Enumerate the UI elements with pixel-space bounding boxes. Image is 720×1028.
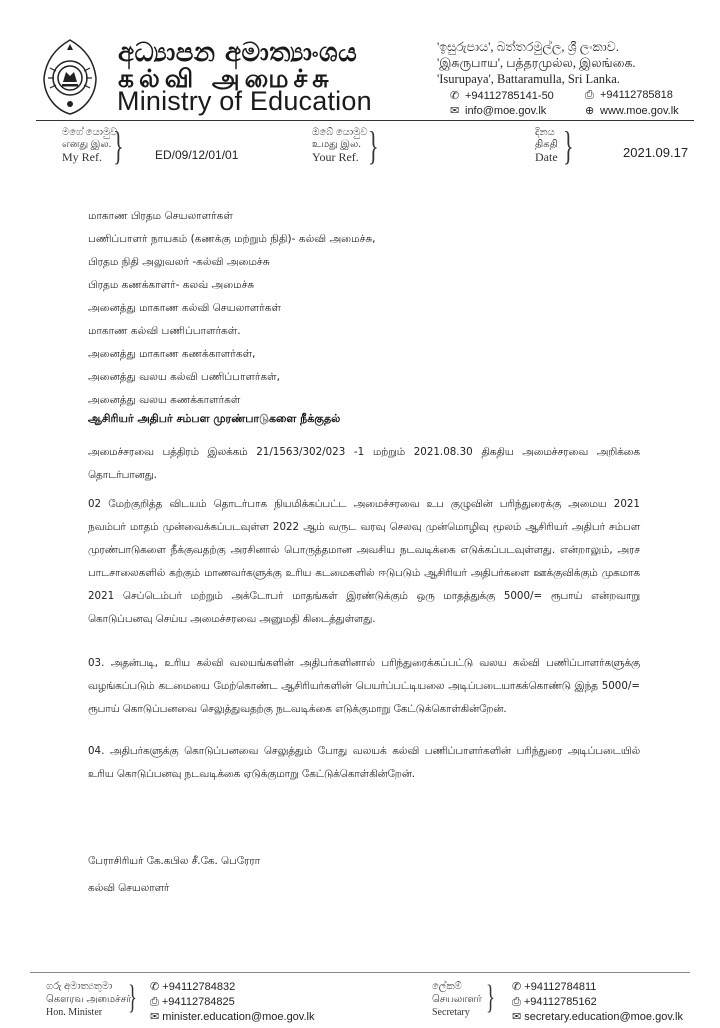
recipient-line: பிரதம நிதி அலுவலர் -கல்வி அமைச்சு bbox=[88, 256, 270, 268]
my-ref-brace: } bbox=[113, 123, 124, 168]
my-ref-value: ED/09/12/01/01 bbox=[155, 148, 239, 162]
address-tamil: 'இசுருபாய', பத்தரமுல்ல, இலங்கை. bbox=[437, 56, 636, 70]
minister-phone[interactable]: ✆ +94112784832 bbox=[150, 981, 236, 993]
date-label: දිනය திகதி Date bbox=[535, 127, 558, 164]
government-emblem-icon bbox=[36, 38, 104, 116]
email-icon: ✉ bbox=[150, 1011, 160, 1023]
header-divider bbox=[36, 120, 694, 121]
date-brace: } bbox=[563, 123, 574, 168]
email-icon: ✉ bbox=[450, 105, 460, 117]
globe-icon: ⊕ bbox=[585, 105, 595, 117]
your-ref-label: ඔබේ යොමුව உமது இல. Your Ref. bbox=[312, 127, 368, 164]
phone-icon: ✆ bbox=[450, 90, 460, 102]
ministry-fax[interactable]: ⎙ +94112785818 bbox=[585, 89, 673, 101]
ministry-phone[interactable]: ✆ +94112785141-50 bbox=[450, 90, 554, 102]
email-icon: ✉ bbox=[512, 1011, 522, 1023]
footer-secretary-brace: } bbox=[486, 979, 495, 1016]
secretary-phone[interactable]: ✆ +94112784811 bbox=[512, 981, 597, 993]
your-ref-brace: } bbox=[368, 123, 379, 168]
recipient-line: அனைத்து வலய கணக்காளர்கள் bbox=[88, 394, 241, 406]
address-sinhala: 'ඉසුරුපාය', බත්තරමුල්ල, ශ්‍රී ලංකාව. bbox=[437, 40, 619, 54]
recipient-line: அனைத்து வலய கல்வி பணிப்பாளர்கள், bbox=[88, 371, 280, 383]
secretary-fax[interactable]: ⎙ +94112785162 bbox=[512, 996, 597, 1008]
date-value: 2021.09.17 bbox=[623, 145, 689, 160]
address-english: 'Isurupaya', Battaramulla, Sri Lanka. bbox=[437, 72, 620, 86]
body-paragraph-1: அமைச்சரவை பத்திரம் இலக்கம் 21/1563/302/023 -1 மற்றும் 2021.08.30 திகதிய அமைச்சரவை அறிக்கை தொடர்பானது. bbox=[88, 446, 640, 481]
fax-icon: ⎙ bbox=[512, 996, 521, 1008]
body-paragraph-4: 04. அதிபர்களுக்கு கொடுப்பனவை செலுத்தும் போது வலயக் கல்வி பணிப்பாளர்களின் பரிந்துரை அடிப்படையில் உரிய கொடுப்பனவு நடவடிக்கை ஏடுக்குமாறு கேட்டுக்கொள்கின்றேன். bbox=[88, 745, 640, 780]
body-paragraph-2: 02 மேற்குறித்த விடயம் தொடர்பாக நியமிக்கப்பட்ட அமைச்சரவை உப குழுவின் பரிந்துரைக்கு அமைய 2021 நவம்பர் மாதம் முன்வைக்கப்படவுள்ள 2022 ஆம் வருட வரவு செலவு முன்மொழிவு மூலம் ஆசிரியர் அதிபர் சம்பள முரண்பாடுகளை நீக்குவதற்கு அரசினால் பொருத்தமான அவசிய நடவடிக்கை எடுக்கப்படவுள்ளது. என்றாலும், அரச பாடசாலைகளில் கற்கும் மாணவர்களுக்கு உரிய கடமைகளில் ஈடுபடும் ஆசிரியர் அதிபர்களை ஊக்குவிக்கும் முகமாக 2021 செப்டெம்பர் மற்றும் அக்டோபர் மாதங்கள் இரண்டுக்கும் ஒரு மாதத்துக்கு 5000/= ரூபாய் என்றவாறு கொடுப்பனவு செய்ய அமைச்சரவை அனுமதி கிடைத்துள்ளது. bbox=[88, 498, 640, 625]
body-paragraph-3: 03. அதன்படி, உரிய கல்வி வலயங்களின் அதிபர்களினால் பரிந்துரைக்கப்பட்டு வலய கல்வி பணிப்பாளர்களுக்கு வழங்கப்படும் கடமையை மேற்கொண்ட ஆசிரியர்களின் பெயர்ப்பட்டியலை அடிப்படையாகக்கொண்டு இந்த 5000/= ரூபாய் கொடுப்பனவை செலுத்துவதற்கு நடவடிக்கை எடுக்குமாறு கேட்டுக்கொள்கின்றேன். bbox=[88, 657, 640, 715]
recipient-line: பிரதம கணக்காளர்- கலவ் அமைச்சு bbox=[88, 279, 255, 291]
ministry-email[interactable]: ✉ info@moe.gov.lk bbox=[450, 105, 547, 117]
phone-icon: ✆ bbox=[512, 981, 522, 993]
ministry-title-sinhala: අධ්‍යාපන අමාත්‍යාංශය bbox=[118, 38, 358, 68]
footer-secretary-label: ලේකම් செயலாளர் Secretary bbox=[432, 981, 482, 1018]
recipient-line: மாகாண கல்வி பணிப்பாளர்கள். bbox=[88, 325, 241, 337]
ministry-title-english: Ministry of Education bbox=[117, 86, 372, 116]
footer-minister-label: ගරු අමාත්‍යතුමා கௌரவ அமைச்சர் Hon. Minister bbox=[46, 981, 132, 1018]
signatory-name: பேராசிரியர் கே.கபில சீ.கே. பெரேரா bbox=[88, 855, 261, 867]
secretary-email[interactable]: ✉ secretary.education@moe.gov.lk bbox=[512, 1011, 684, 1023]
minister-email[interactable]: ✉ minister.education@moe.gov.lk bbox=[150, 1011, 315, 1023]
footer-minister-brace: } bbox=[128, 979, 137, 1016]
recipient-line: அனைத்து மாகாண கல்வி செயலாளர்கள் bbox=[88, 302, 281, 314]
signatory-title: கல்வி செயலாளர் bbox=[88, 882, 170, 894]
ministry-title-tamil: கல்வி அமைச்சு bbox=[118, 64, 334, 93]
my-ref-label: මගේ යොමුව எனது இல. My Ref. bbox=[62, 127, 118, 164]
minister-fax[interactable]: ⎙ +94112784825 bbox=[150, 996, 235, 1008]
fax-icon: ⎙ bbox=[150, 996, 159, 1008]
recipient-line: அனைத்து மாகாண கணக்காளர்கள், bbox=[88, 348, 256, 360]
recipient-line: பணிப்பாளர் நாயகம் (கணக்கு மற்றும் நிதி)- கல்வி அமைச்சு, bbox=[88, 233, 376, 245]
phone-icon: ✆ bbox=[150, 981, 160, 993]
recipient-line: மாகாண பிரதம செயலாளர்கள் bbox=[88, 210, 233, 222]
footer-divider bbox=[30, 972, 690, 973]
ministry-website[interactable]: ⊕ www.moe.gov.lk bbox=[585, 105, 679, 117]
letter-subject: ஆசிரியர் அதிபர் சம்பள முரண்பாடுகளை நீக்குதல் bbox=[88, 412, 341, 425]
fax-icon: ⎙ bbox=[585, 89, 594, 101]
